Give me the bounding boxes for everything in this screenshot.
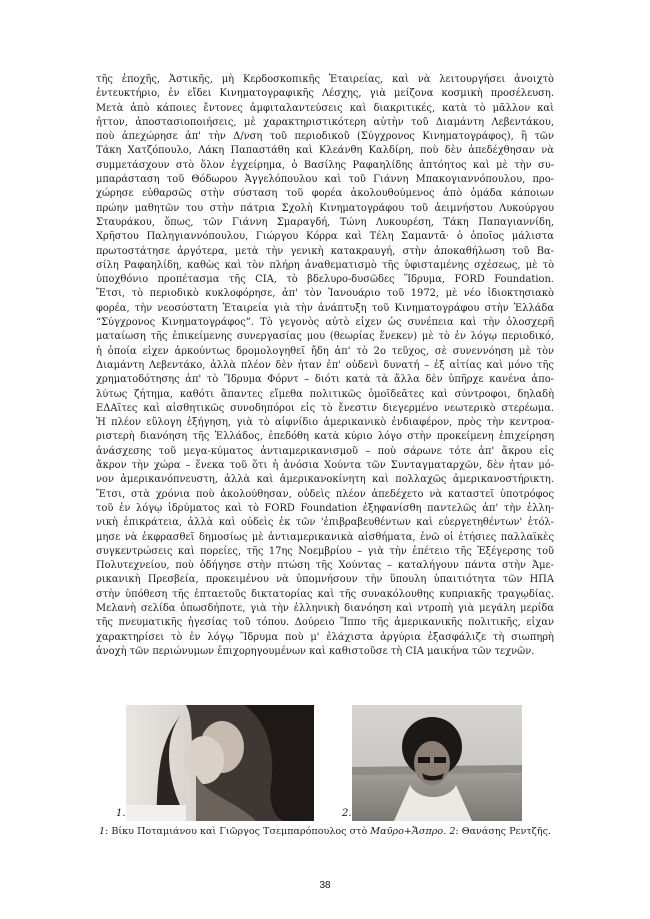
caption-number-2: 2 [449, 826, 456, 837]
body-line: ρικανικὴ Πρεσβεία, προκειμένου νὰ ὑπομνήσουν τὴν ὕπουλη ὑπαιτιότητα τῶν ΗΠΑ [96, 574, 554, 586]
body-line: ἀνοχὴ τῶν περιώνυμων ἐπιχορηγουμένων καὶ καθιστοῦσε τὴ CIA μαικήνα τῶν τεχνῶν. [96, 645, 535, 657]
body-text [96, 73, 554, 659]
body-line: ματαίωση τῆς ἐπικείμενης συνεργασίας μου (θεωρίας ἕνεκεν) μὲ τὸ ἐν λόγῳ περιοδικό, [96, 331, 554, 343]
body-line: Χρῆστου Παληγιαννόπουλου, Γιώργου Κόρρα καὶ Τέλη Σαμαντᾶ· ὁ ὁποῖος μάλιστα [96, 231, 554, 243]
photo-couple [126, 705, 314, 821]
body-line: Σταυράκου, ὅπως, τῶν Γιάννη Σμαραγδή, Τώνη Λυκουρέση, Τάκη Παπαγιαννίδη, [96, 216, 554, 228]
body-line: Τάκη Χατζόπουλο, Λάκη Παπαστάθη καὶ Κλεάνθη Καλδίρη, ποὺ δὲν ἀπεδέχθησαν νὰ [96, 145, 554, 157]
caption-film-title: Μαῦρο+Ἄσπρο [370, 826, 444, 837]
body-line: τοῦ ἐν λόγῳ ἱδρύματος καὶ τὸ FORD Foundation ἐξηφανίσθη παντελῶς ἀπ' τὴν ἑλλη- [96, 502, 554, 514]
body-line: πρώην μαθητῶν του στὴν πάτρια Σχολὴ Κινηματογράφου τοῦ ἀειμνήστου Λυκούργου [96, 202, 554, 214]
body-line: ὑποχθόνιο προπέτασμα τῆς CIA, τὸ βδελυρο-δυσῶδες Ἵδρυμα, FORD Foundation. [96, 274, 554, 286]
body-line: Μελανὴ σελίδα ὁπωσδήποτε, γιὰ τὴν ἑλληνικὴ διανόηση καὶ ντροπὴ γιὰ μεγάλη μερίδα [96, 602, 554, 614]
body-line: σίλη Ραφαηλίδη, καθὼς καὶ τὸν πλήρη ἀναθεματισμὸ τῆς ὑφισταμένης σχέσεως, μὲ τὸ [96, 259, 554, 271]
caption-text-2: : Θανάσης Ρεντζῆς. [455, 826, 552, 837]
body-line: ἀνάσχεσης τοῦ μεγα-κύματος ἀντιαμερικανισμοῦ – ποὺ σάρωνε τότε ἀπ' ἄκρου εἰς [96, 445, 554, 457]
body-line: Ἔτσι, στὰ χρόνια ποὺ ἀκολούθησαν, οὐδεὶς πλέον ἀπεδέχετο νὰ καταστεῖ ὑποτρόφος [96, 488, 554, 500]
caption-separator: . [443, 826, 450, 837]
photo-1-number: 1. [116, 808, 126, 819]
body-line: ποὺ ἀπεχώρησε ἀπ' τὴν Δ/νση τοῦ περιοδικοῦ (Σύγχρονος Κινηματογράφος), ἢ τῶν [96, 131, 554, 143]
body-line: συμμετάσχουν στὸ ὅλον ἐγχείρημα, ὁ Βασίλης Ραφαηλίδης ἀπτόητος καὶ μὲ τὴν συ- [96, 159, 554, 171]
body-line: Πολυτεχνείου, ποὺ ὁδήγησε στὴν πτώση τῆς Χούντας – καταλήγουν πάντα στὴν Ἀμε- [96, 560, 554, 572]
body-line: μησε νὰ ἐκφρασθεῖ δημοσίως μὲ ἀντιαμερικανικὰ αἰσθήματα, ἐνῶ οἱ ἐτήσιες παλλαϊκὲς [96, 531, 554, 543]
body-line: ΕΔΑΐτες καὶ αἰσθητικῶς συνοδηπόροι εἰς τὸ ἔνεστιν διεγερμένο νεωτερικὸ στερέωμα. [96, 402, 554, 414]
body-line: στὴν ὑπόθεση τῆς ἑπταετοῦς δικτατορίας καὶ τῆς συνακόλουθης κυπριακῆς τραγῳδίας. [96, 588, 554, 600]
caption-text-1: : Βίκυ Ποταμιάνου καὶ Γιῶργος Τσεμπαρόπουλος στὸ [105, 826, 371, 837]
body-line: ἄκρον τὴν χώρα – ἕνεκα τοῦ ὅτι ἡ ἀνόσια Χούντα τῶν Συνταγματαρχῶν, δὲν ἦταν μό- [96, 460, 554, 472]
body-line: χώρησε εὐθαρσῶς στὴν σύσταση τοῦ φορέα ἀκολουθούμενος ἀπὸ ὁμάδα κάποιων [96, 188, 554, 200]
body-line: Διαμάντη Λεβεντάκο, ἀλλὰ πλέον δὲν ἦταν ἐπ' οὐδενὶ δυνατή – ἐξ αἰτίας καὶ μόνο τῆς [96, 359, 554, 371]
body-line: ἐντευκτήριο, ἐν εἴδει Κινηματογραφικῆς Λέσχης, γιὰ μείζονα κοσμικὴ προσέλευση. [96, 88, 554, 100]
body-line: ριστερὴ διανόηση τῆς Ἑλλάδος, ἐπεδόθη κατὰ κύριο λόγο στὴν προκείμενη ἐπιχείρηση [96, 431, 554, 443]
body-line: Μετὰ ἀπὸ κάποιες ἔντονες ἀμφιταλαντεύσεις καὶ διακριτικές, κατὰ τὸ μᾶλλον καὶ [96, 102, 554, 114]
figure-caption [96, 826, 554, 837]
body-line: νικὴ ἐπικράτεια, ἀλλὰ καὶ οὐδεὶς ἐκ τῶν 'ἐπιβραβευθέντων καὶ εὐεργετηθέντων' ἐτόλ- [96, 517, 554, 529]
body-line: Ἡ πλέον εὔλογη ἐξήγηση, γιὰ τὸ αἰφνίδιο ἀμερικανικὸ ἐνδιαφέρον, πρὸς τὴν κεντροα- [96, 417, 554, 429]
photo-portrait [352, 705, 522, 821]
body-line: ἧττον, ἀποστασιοποιήσεις, μὲ χαρακτηριστικότερη αὐτὴν τοῦ Διαμάντη Λεβεντάκου, [96, 116, 554, 128]
body-line: τῆς πνευματικῆς ἡγεσίας τοῦ τόπου. Δούρειο Ἵππο τῆς ἀμερικανικῆς πολιτικῆς, εἶχαν [96, 617, 554, 629]
body-line: τῆς ἐποχῆς, Ἀστικῆς, μὴ Κερδοσκοπικῆς Ἑταιρείας, καὶ νὰ λειτουργήσει ἀνοιχτὸ [96, 74, 554, 85]
body-line: μπαράσταση τοῦ Θόδωρου Ἀγγελόπουλου καὶ τοῦ Γιάννη Μπακογιαννόπουλου, προ- [96, 174, 554, 186]
body-line: συγκεντρώσεις καὶ πορείες, τῆς 17ης Νοεμβρίου – γιὰ τὴν ἐπέτειο τῆς Ἐξέγερσης τοῦ [96, 545, 554, 557]
page-number: 38 [319, 880, 331, 891]
body-line: ἡ ὁποία εἶχεν ἀρκούντως δρομολογηθεῖ ἤδη ἀπ' τὸ 2ο τεῦχος, σὲ συνεννόηση μὲ τὸν [96, 345, 554, 357]
caption-number-1: 1 [98, 826, 106, 837]
body-line: χαρακτηρίσει τὸ ἐν λόγῳ Ἵδρυμα ποὺ μ' ἐλάχιστα ἀργύρια ἐξασφάλιζε τὴ σιωπηρὴ [96, 631, 554, 643]
photo-2-number: 2. [342, 808, 352, 819]
body-line: λύτως ζήτημα, καθότι ἅπαντες εἴμεθα πολιτικῶς ὁμοϊδεᾶτες καὶ σύντροφοι, δηλαδὴ [96, 388, 554, 400]
body-line: Ἔτσι, τὸ περιοδικὸ κυκλοφόρησε, ἀπ' τὸν Ἰανουάριο τοῦ 1972, μὲ νέο ἰδιοκτησιακὸ [96, 288, 554, 300]
body-line: χρηματοδότησης ἀπ' τὸ Ἵδρυμα Φόρντ – διότι κατὰ τὰ ἄλλα δὲν ὑπῆρχε κανένα ἀπο- [96, 374, 554, 386]
body-line: φορέα, τὴν νεοσύστατη Ἑταιρεία γιὰ τὴν ἀνάπτυξη τοῦ Κινηματογράφου στὴν Ἑλλάδα [96, 302, 554, 314]
body-line: νον ἀμερικανόπνευστη, ἀλλὰ καὶ ἀμερικανοκίνητη καὶ πολλαχῶς ἀμερικανοστήρικτη. [96, 474, 554, 486]
body-line: “Σύγχρονος Κινηματογράφος”. Τὸ γεγονὸς αὐτὸ εἶχεν ὡς συνέπεια καὶ τὴν ὁλοσχερῆ [96, 317, 554, 329]
body-line: πρωτοστάτησε ἀργότερα, μετὰ τὴν γενικὴ κατακραυγή, στὴν ἀποκαθήλωση τοῦ Βα- [96, 245, 554, 257]
